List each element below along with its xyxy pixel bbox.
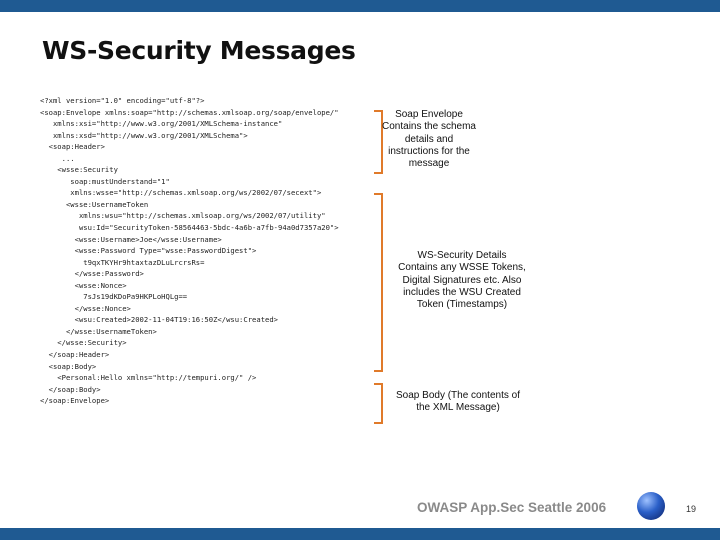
code-line: 7sJs19dKDoPa9HKPLoHQLg== xyxy=(40,292,188,302)
code-line: <wsse:Password Type="wsse:PasswordDigest"> xyxy=(40,246,257,256)
annotation-line: Contains any WSSE Tokens, xyxy=(398,262,526,274)
code-line: <soap:Envelope xmlns:soap="http://schemas.xmlsoap.org/soap/envelope/" xyxy=(40,107,339,117)
code-line: xmlns:wsse="http://schemas.xmlsoap.org/ws/2002/07/secext"> xyxy=(40,188,322,198)
owasp-globe-logo xyxy=(637,492,665,520)
bottom-bar xyxy=(0,528,720,540)
bracket-body xyxy=(374,383,383,424)
annotation-body xyxy=(388,390,528,415)
page-number: 19 xyxy=(686,504,697,514)
code-line: xmlns:xsd="http://www.w3.org/2001/XMLSchema"> xyxy=(40,130,248,140)
annotation-line: instructions for the xyxy=(388,145,470,157)
annotation-line: Soap Envelope xyxy=(395,109,463,120)
code-line: </wsse:Nonce> xyxy=(40,303,131,313)
code-line: <wsse:Security xyxy=(40,165,118,175)
bracket-security xyxy=(374,193,383,372)
annotation-line: Soap Body (The contents of xyxy=(396,390,520,401)
code-line: <soap:Body> xyxy=(40,361,97,371)
annotation-line: Contains the schema xyxy=(382,121,476,133)
annotation-envelope xyxy=(382,109,476,170)
annotation-line: Digital Signatures etc. Also xyxy=(402,274,522,286)
code-line: <?xml version="1.0" encoding="utf-8"?> xyxy=(40,96,205,105)
code-line: </wsse:Security> xyxy=(40,338,127,348)
code-line: <wsse:UsernameToken xyxy=(40,199,149,209)
code-line: soap:mustUnderstand="1" xyxy=(40,176,170,186)
top-bar xyxy=(0,0,720,12)
annotation-line: message xyxy=(408,158,450,170)
code-line: </soap:Envelope> xyxy=(40,396,110,406)
code-line: <wsu:Created>2002-11-04T19:16:50Z</wsu:Created> xyxy=(40,315,278,325)
code-line: <soap:Header> xyxy=(40,142,105,152)
code-line: <wsse:Username>Joe</wsse:Username> xyxy=(40,234,222,244)
code-line: </soap:Body> xyxy=(40,384,101,394)
annotation-line: WS-Security Details xyxy=(417,250,507,261)
annotation-line: the XML Message) xyxy=(416,402,500,414)
code-line: xmlns:wsu="http://schemas.xmlsoap.org/ws/2002/07/utility" xyxy=(40,211,326,221)
annotation-line: details and xyxy=(404,133,454,145)
annotation-line: includes the WSU Created xyxy=(403,286,521,298)
code-line: xmlns:xsi="http://www.w3.org/2001/XMLSchema-instance" xyxy=(40,119,283,129)
code-line: wsu:Id="SecurityToken-58564463-5bdc-4a6b-a7fb-94a0d7357a20"> xyxy=(40,223,339,233)
code-line: </wsse:Password> xyxy=(40,269,144,279)
code-line: <wsse:Nonce> xyxy=(40,280,127,290)
annotation-security xyxy=(392,250,532,311)
code-line: </wsse:UsernameToken> xyxy=(40,326,157,336)
slide-title: WS-Security Messages xyxy=(42,36,356,65)
annotation-line: Token (Timestamps) xyxy=(416,299,508,311)
code-line: ... xyxy=(40,153,75,163)
code-line: <Personal:Hello xmlns="http://tempuri.org/" /> xyxy=(40,373,257,383)
xml-code-block xyxy=(40,95,370,407)
code-line: t9qxTKYHr9htaxtazDLuLrcrsRs= xyxy=(40,257,205,267)
code-line: </soap:Header> xyxy=(40,350,110,360)
footer-org: OWASP App.Sec Seattle 2006 xyxy=(417,500,607,515)
